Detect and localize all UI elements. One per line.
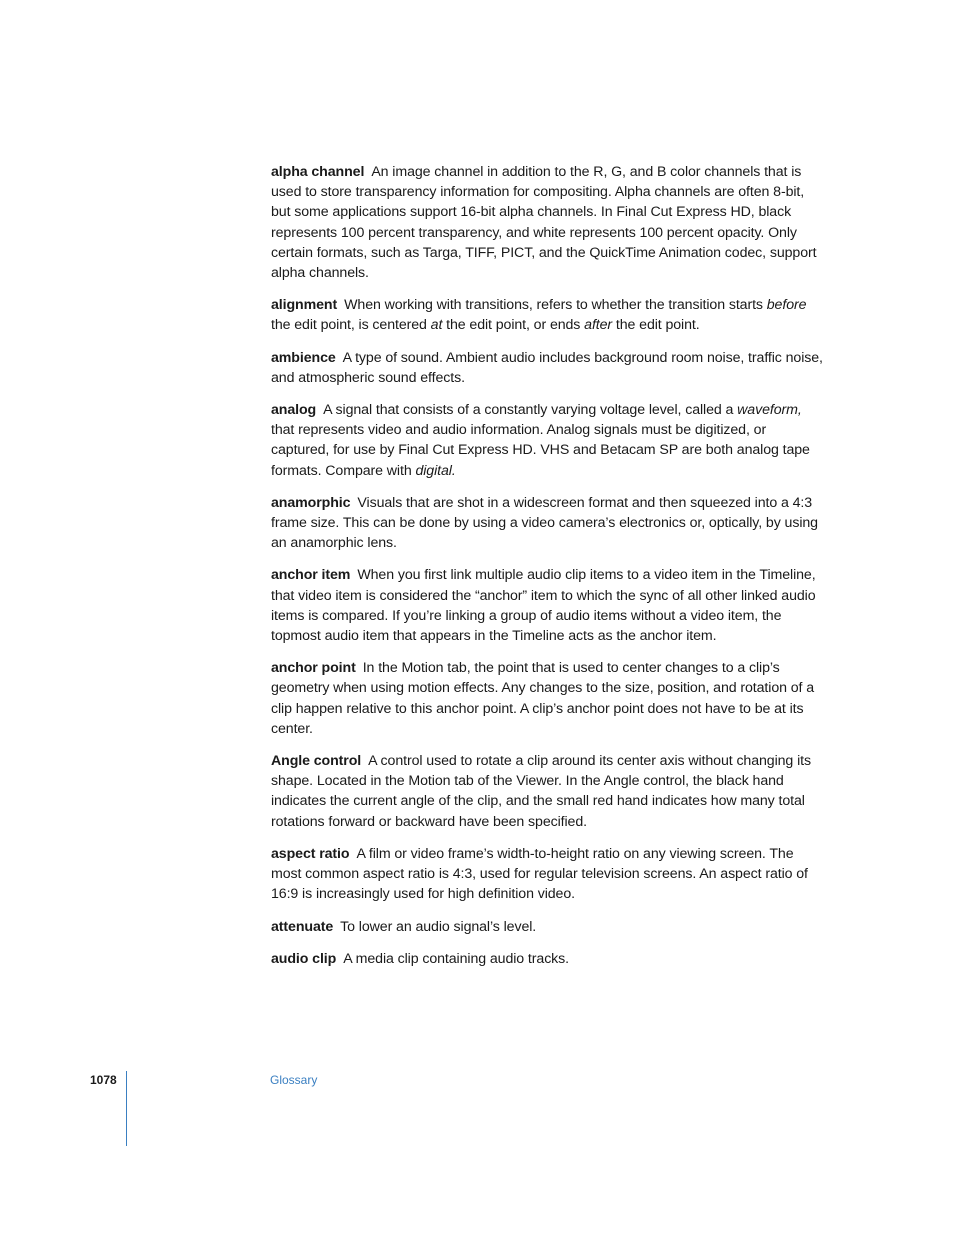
definition-text: A control used to rotate a clip around its center axis without changing its shape. Located in the Motion tab of the Viewer. In the Angle control, the black hand indicates the current angle of the clip, and the small red hand indicates how many total rotations forward or backward have been specified. [271,753,811,830]
definition-text: A type of sound. Ambient audio includes background room noise, traffic noise, and atmospheric sound effects. [271,349,823,386]
glossary-entry [271,565,827,646]
glossary-entry [271,658,827,739]
definition-text: When working with transitions, refers to whether the transition starts [344,297,767,314]
footer-divider [126,1071,127,1146]
definition-text: that represents video and audio information. Analog signals must be digitized, or captured, for use by Final Cut Express HD. VHS and Betacam SP are both analog tape formats. Compare with [271,422,810,479]
definition-text: the edit point, is centered [271,317,431,334]
glossary-term: anchor item [271,567,351,584]
glossary-entry [271,844,827,905]
definition-text: the edit point. [612,317,700,334]
glossary-term: analog [271,402,317,419]
glossary-entry [271,400,827,481]
glossary-entry [271,751,827,832]
glossary-term: ambience [271,349,336,366]
emphasized-term: before [766,297,807,314]
glossary-term: attenuate [271,918,334,935]
glossary-term: alignment [271,297,338,314]
emphasized-term: digital. [415,462,456,479]
glossary-term: aspect ratio [271,845,350,862]
section-name: Glossary [270,1073,318,1087]
definition-text: A film or video frame’s width-to-height ratio on any viewing screen. The most common aspect ratio is 4:3, used for regular television screens. An aspect ratio of 16:9 is increasingly used for high definition video. [271,845,808,903]
glossary-term: anchor point [271,660,356,677]
definition-text: An image channel in addition to the R, G, and B color channels that is used to store transparency information for compositing. Alpha channels are often 8-bit, but some applications support 16-bit alpha channels. In Final Cut Express HD, black represents 100 percent transparency, and white represents 100 percent opacity. Only certain formats, such as Targa, TIFF, PICT, and the QuickTime Animation codec, support alpha channels. [271,164,817,282]
emphasized-term: waveform, [737,402,802,419]
page-number: 1078 [90,1073,117,1087]
glossary-list [271,162,827,981]
definition-text: A media clip containing audio tracks. [343,950,570,967]
emphasized-term: at [430,317,443,334]
glossary-entry [271,162,827,283]
definition-text: In the Motion tab, the point that is used to center changes to a clip’s geometry when using motion effects. Any changes to the size, position, and rotation of a clip happen relative to this anchor point. A clip’s anchor point does not have to be at its center. [271,660,815,737]
glossary-entry [271,917,827,937]
glossary-entry [271,949,827,969]
definition-text: Visuals that are shot in a widescreen format and then squeezed into a 4:3 frame size. This can be done by using a video camera’s electronics or, optically, by using an anamorphic lens. [271,494,818,552]
glossary-term: anamorphic [271,494,351,511]
glossary-term: alpha channel [271,164,365,180]
glossary-entry [271,295,827,335]
glossary-term: Angle control [271,753,362,770]
glossary-entry [271,493,827,554]
definition-text: When you first link multiple audio clip items to a video item in the Timeline, that video item is considered the “anchor” item to which the sync of all other linked audio items is compared. If you’re linking a group of audio items without a video item, the topmost audio item that appears in the Timeline acts as the anchor item. [271,567,816,645]
definition-text: A signal that consists of a constantly varying voltage level, called a [323,402,738,419]
emphasized-term: after [584,317,613,334]
glossary-entry [271,348,827,388]
definition-text: To lower an audio signal’s level. [340,918,537,935]
definition-text: the edit point, or ends [442,317,585,334]
glossary-term: audio clip [271,950,337,967]
